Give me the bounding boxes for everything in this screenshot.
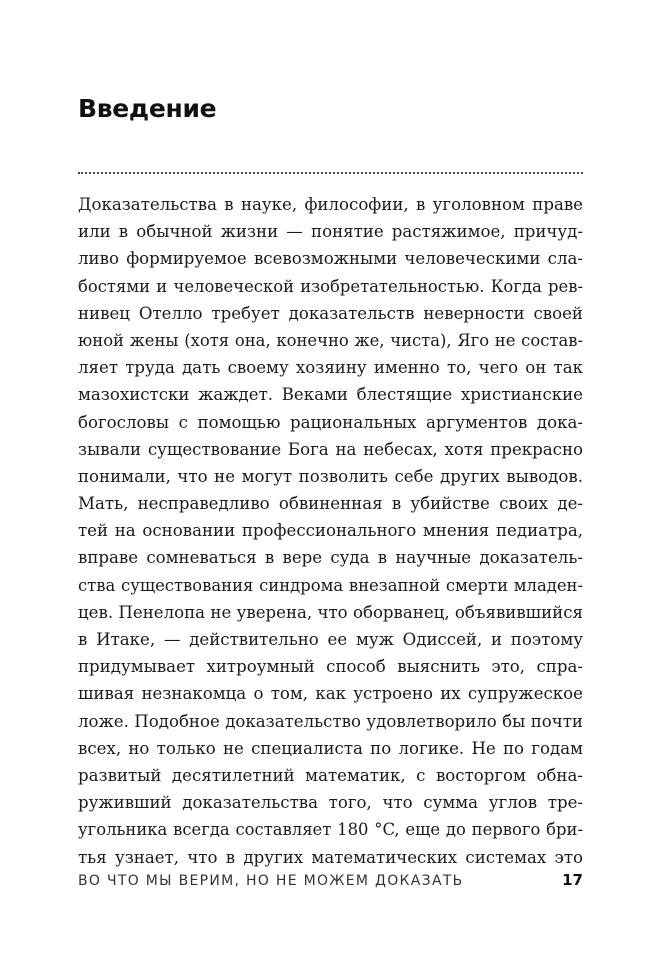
text-line: всех, но только не специалиста по логике. Не по годам (78, 738, 583, 758)
text-line: ложе. Подобное доказательство удовлетворило бы почти (78, 711, 583, 731)
body-paragraph (78, 191, 583, 871)
text-line: ливо формируемое всевозможными человеческими сла- (78, 249, 583, 269)
text-line: в Итаке, — действительно ее муж Одиссей, и поэтому (78, 630, 583, 649)
text-line: понимали, что не могут позволить себе других выводов. (78, 466, 583, 486)
text-line: развитый десятилетний математик, с восторгом обна- (78, 765, 583, 785)
text-line: богословы с помощью рациональных аргументов дока- (78, 412, 583, 432)
text-line: шивая незнакомца о том, как устроено их супружеское (78, 684, 583, 704)
text-line: тей на основании профессионального мнения педиатра, (78, 521, 583, 541)
text-line: цев. Пенелопа не уверена, что оборванец, объявившийся (78, 602, 583, 622)
text-line: ства существования синдрома внезапной смерти младен- (78, 575, 583, 595)
text-line: или в обычной жизни — понятие растяжимое, причуд- (78, 222, 583, 242)
chapter-title: Введение (78, 94, 217, 123)
running-footer-title: ВО ЧТО МЫ ВЕРИМ, НО НЕ МОЖЕМ ДОКАЗАТЬ (78, 873, 464, 889)
text-line: Мать, несправедливо обвиненная в убийстве своих де- (78, 494, 583, 514)
text-line: вправе сомневаться в вере суда в научные доказатель- (78, 548, 583, 568)
text-line: Доказательства в науке, философии, в уголовном праве (78, 195, 583, 214)
text-line: тья узнает, что в других математических системах это (78, 847, 583, 867)
text-line: зывали существование Бога на небесах, хотя прекрасно (78, 439, 583, 459)
text-line: бостями и человеческой изобретательностью. Когда рев- (78, 276, 583, 296)
text-line: юной жены (хотя она, конечно же, чиста), Яго не состав- (78, 330, 583, 350)
text-line: нивец Отелло требует доказательств неверности своей (78, 303, 583, 323)
text-line: руживший доказательства того, что сумма углов тре- (78, 793, 583, 813)
page-number: 17 (562, 871, 583, 889)
dotted-divider (78, 172, 583, 174)
text-line: ляет труда дать своему хозяину именно то, чего он так (78, 358, 583, 378)
text-line: придумывает хитроумный способ выяснить это, спра- (78, 657, 583, 677)
text-line: мазохистски жаждет. Веками блестящие христианские (78, 385, 583, 405)
text-line: угольника всегда составляет 180 °C, еще до первого бри- (78, 820, 583, 840)
